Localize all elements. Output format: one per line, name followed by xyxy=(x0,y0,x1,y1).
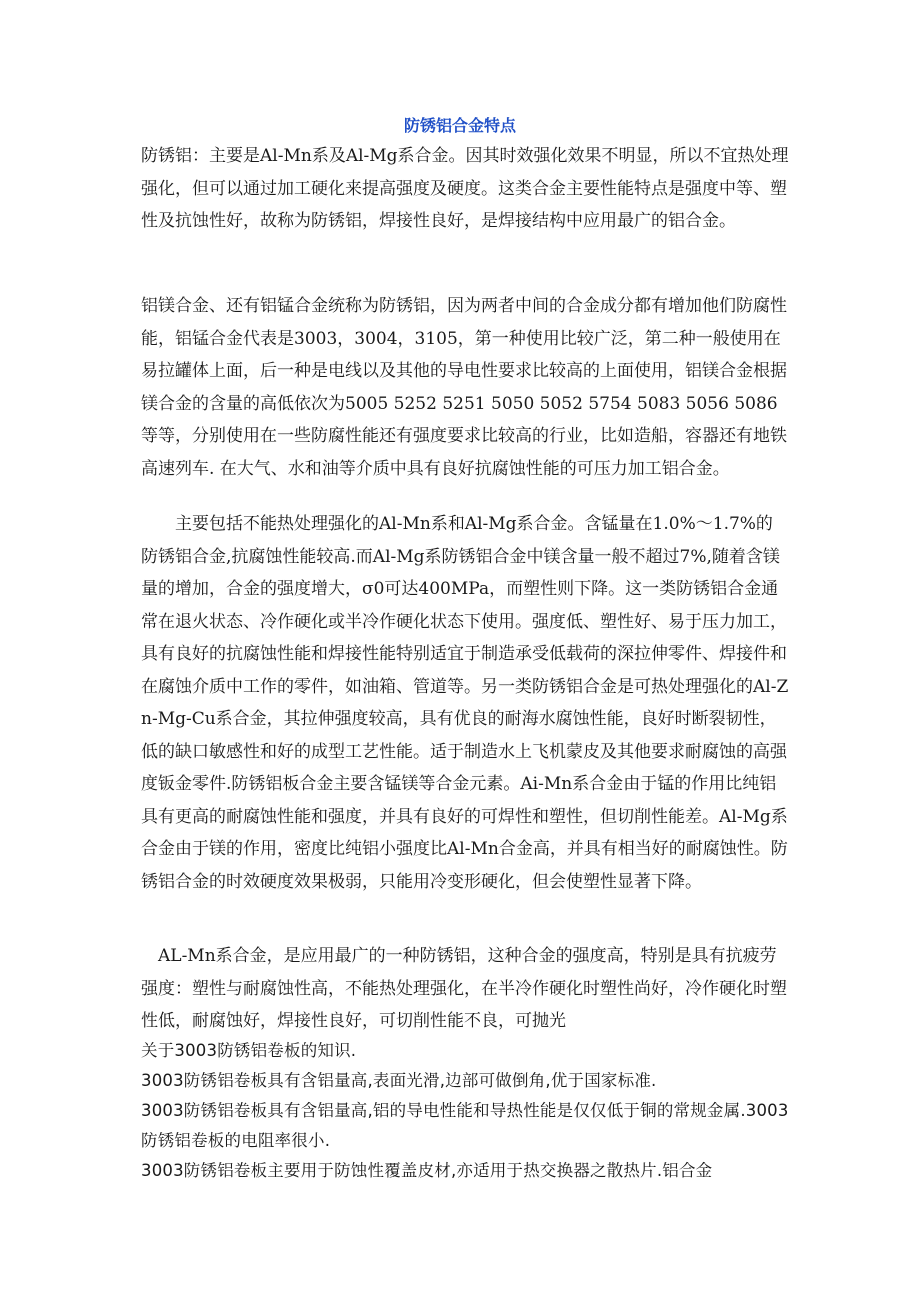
paragraph-3003-intro: 关于3003防锈铝卷板的知识. xyxy=(141,1041,357,1060)
paragraph-al-mn: AL-Mn系合金，是应用最广的一种防锈铝，这种合金的强度高，特别是具有抗疲劳强度：塑性与耐腐蚀性高，不能热处理强化，在半冷作硬化时塑性尚好，冷作硬化时塑性低，耐腐蚀好，焊接性良好，可切削性能不良，可抛光 xyxy=(141,946,787,1031)
paragraph-alloy-grades: 铝镁合金、还有铝锰合金统称为防锈铝，因为两者中间的合金成分都有增加他们防腐性能，铝锰合金代表是3003，3004，3105，第一种使用比较广泛，第二种一般使用在易拉罐体上面，后一种是电线以及其他的导电性要求比较高的上面使用，铝镁合金根据镁合金的含量的高低依次为5005 5252 5251 5050 5052 5754 5083 5056 5086等等，分别使用在一些防腐性能还有强度要求比较高的行业，比如造船，容器还有地铁高速列车. 在大气、水和油等介质中具有良好抗腐蚀性能的可压力加工铝合金。 xyxy=(141,296,787,479)
paragraph-3003-usage: 3003防锈铝卷板主要用于防蚀性覆盖皮材,亦适用于热交换器之散热片.铝合金 xyxy=(141,1161,713,1180)
document-title: 防锈铝合金特点 xyxy=(403,116,516,135)
paragraph-3003-conductivity: 3003防锈铝卷板具有含铝量高,铝的导电性能和导热性能是仅仅低于铜的常规金属.3003防锈铝卷板的电阻率很小. xyxy=(141,1101,789,1150)
paragraph-definition: 防锈铝：主要是Al-Mn系及Al-Mg系合金。因其时效强化效果不明显，所以不宜热处理强化，但可以通过加工硬化来提高强度及硬度。这类合金主要性能特点是强度中等、塑性及抗蚀性好，故称为防锈铝，焊接性良好，是焊接结构中应用最广的铝合金。 xyxy=(141,146,789,231)
paragraph-3003-surface: 3003防锈铝卷板具有含铝量高,表面光滑,边部可做倒角,优于国家标准. xyxy=(141,1071,657,1090)
paragraph-properties: 主要包括不能热处理强化的Al-Mn系和Al-Mg系合金。含锰量在1.0%～1.7%的防锈铝合金,抗腐蚀性能较高.而Al-Mg系防锈铝合金中镁含量一般不超过7%,随着含镁量的增加，合金的强度增大，σ0可达400MPa，而塑性则下降。这一类防锈铝合金通常在退火状态、冷作硬化或半冷作硬化状态下使用。强度低、塑性好、易于压力加工，具有良好的抗腐蚀性能和焊接性能特别适宜于制造承受低载荷的深拉伸零件、焊接件和在腐蚀介质中工作的零件，如油箱、管道等。另一类防锈铝合金是可热处理强化的Al-Zn-Mg-Cu系合金，其拉伸强度较高，具有优良的耐海水腐蚀性能，良好时断裂韧性，低的缺口敏感性和好的成型工艺性能。适于制造水上飞机蒙皮及其他要求耐腐蚀的高强度钣金零件.防锈铝板合金主要含锰镁等合金元素。Ai-Mn系合金由于锰的作用比纯铝具有更高的耐腐蚀性能和强度，并具有良好的可焊性和塑性，但切削性能差。Al-Mg系合金由于镁的作用，密度比纯铝小强度比Al-Mn合金高，并具有相当好的耐腐蚀性。防锈铝合金的时效硬度效果极弱，只能用冷变形硬化，但会使塑性显著下降。 xyxy=(141,514,789,892)
